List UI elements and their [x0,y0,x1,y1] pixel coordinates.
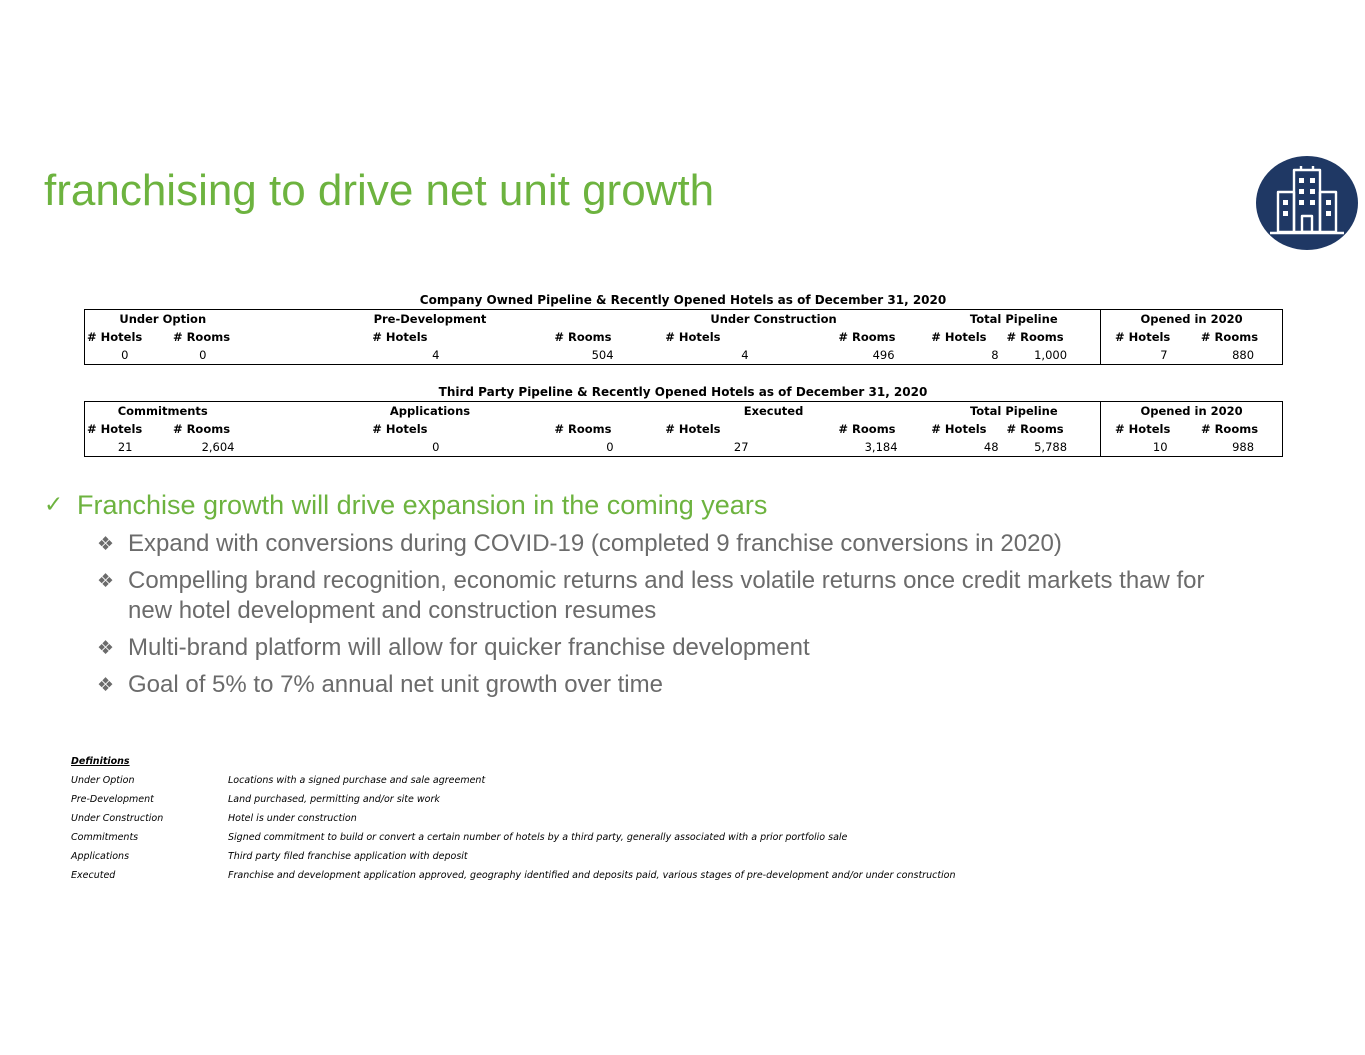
definition-row [71,771,486,790]
definition-row [71,790,440,809]
table-cell: 0 [121,348,129,362]
definition-desc: Locations with a signed purchase and sale agreement [228,775,486,786]
table-cell: 0 [606,440,614,454]
group-header: Total Pipeline [969,312,1058,326]
group-header: Total Pipeline [969,404,1058,418]
table-cell: 48 [983,440,999,454]
table-cell: 0 [432,440,440,454]
main-bullet-text: Franchise growth will drive expansion in the coming years [77,490,768,520]
definition-desc: Signed commitment to build or convert a certain number of hotels by a third party, generally associated with a prior portfolio sale [228,832,848,843]
column-header: # Rooms [172,330,231,344]
table-cell: 880 [1232,348,1255,362]
group-header: Applications [389,404,471,418]
column-header: # Hotels [931,330,987,344]
column-header: # Hotels [372,330,428,344]
definition-row [71,828,848,847]
table-cell: 496 [872,348,895,362]
column-header: # Hotels [87,422,143,436]
column-header: # Hotels [87,330,143,344]
definition-desc: Third party filed franchise application with deposit [228,851,468,862]
column-header: # Hotels [1101,420,1196,438]
table-cell: 2,604 [201,440,235,454]
table-cell: 1,000 [1034,348,1068,362]
column-header: # Hotels [665,330,721,344]
definition-desc: Land purchased, permitting and/or site work [228,794,440,805]
group-header: Pre-Development [373,312,487,326]
table-cell: 21 [117,440,133,454]
definition-term: Executed [71,870,116,881]
page-title: franchising to drive net unit growth [44,166,715,215]
group-header: Under Option [119,312,207,326]
table-cell: 5,788 [1034,440,1068,454]
table-cell: 4 [432,348,440,362]
definition-row [71,866,956,885]
table-cell: 4 [741,348,749,362]
table-cell: 8 [991,348,999,362]
sub-bullet-text: Expand with conversions during COVID-19 (completed 9 franchise conversions in 2020) [128,530,1062,557]
diamond-bullet-icon: ❖ [97,570,115,592]
column-header: # Rooms [1200,330,1259,344]
column-header: # Rooms [1006,330,1064,344]
definition-desc: Franchise and development application approved, geography identified and deposits paid, various stages of pre-development and/or under construction [228,870,956,881]
definition-desc: Hotel is under construction [228,813,357,824]
diamond-bullet-icon: ❖ [97,637,115,659]
group-header: Commitments [117,404,208,418]
definition-term: Under Option [71,775,135,786]
column-header: # Hotels [931,422,987,436]
sub-bullet [97,633,1248,663]
group-header: Under Construction [710,312,837,326]
table-cell: 10 [1101,438,1196,457]
definition-term: Commitments [71,832,139,843]
column-header: # Rooms [1200,422,1259,436]
column-header: # Rooms [172,422,231,436]
sub-bullet [97,566,1248,626]
bullet-list [44,488,1334,700]
column-header: # Rooms [838,330,896,344]
sub-bullet-text: Goal of 5% to 7% annual net unit growth over time [128,671,663,698]
column-header: # Rooms [554,422,612,436]
definition-row [71,809,357,828]
column-header: # Hotels [665,422,721,436]
main-bullet [44,488,1334,522]
company-table-caption: Company Owned Pipeline & Recently Opened Hotels as of December 31, 2020 [419,293,947,307]
checkmark-icon: ✓ [44,492,64,518]
diamond-bullet-icon: ❖ [97,533,115,555]
table-cell: 3,184 [864,440,898,454]
group-header: Executed [743,404,804,418]
definitions-heading: Definitions [71,756,130,767]
third-party-table-caption: Third Party Pipeline & Recently Opened Hotels as of December 31, 2020 [438,385,928,399]
table-cell: 504 [591,348,614,362]
column-header: # Hotels [1101,328,1196,346]
sub-bullet-text: Multi-brand platform will allow for quicker franchise development [128,634,810,661]
logo-badge [1256,156,1358,250]
group-header: Opened in 2020 [1101,310,1283,329]
table-cell: 988 [1232,440,1255,454]
column-header: # Rooms [1006,422,1064,436]
definition-term: Applications [71,851,130,862]
building-icon [1256,156,1358,250]
diamond-bullet-icon: ❖ [97,674,115,696]
group-header: Opened in 2020 [1101,402,1283,421]
definition-term: Under Construction [71,813,164,824]
column-header: # Rooms [554,330,612,344]
column-header: # Rooms [838,422,896,436]
table-cell: 27 [733,440,749,454]
definition-term: Pre-Development [71,794,154,805]
table-cell: 0 [199,348,207,362]
table-cell: 7 [1101,346,1196,365]
sub-bullet-text: Compelling brand recognition, economic returns and less volatile returns once credit markets thaw for new hotel development and construction resumes [128,567,1205,624]
third-party-pipeline-table [84,401,1283,457]
sub-bullet [97,670,1248,700]
column-header: # Hotels [372,422,428,436]
sub-bullet [97,529,1248,559]
company-pipeline-table [84,309,1283,365]
definition-row [71,847,468,866]
definitions [71,752,956,885]
